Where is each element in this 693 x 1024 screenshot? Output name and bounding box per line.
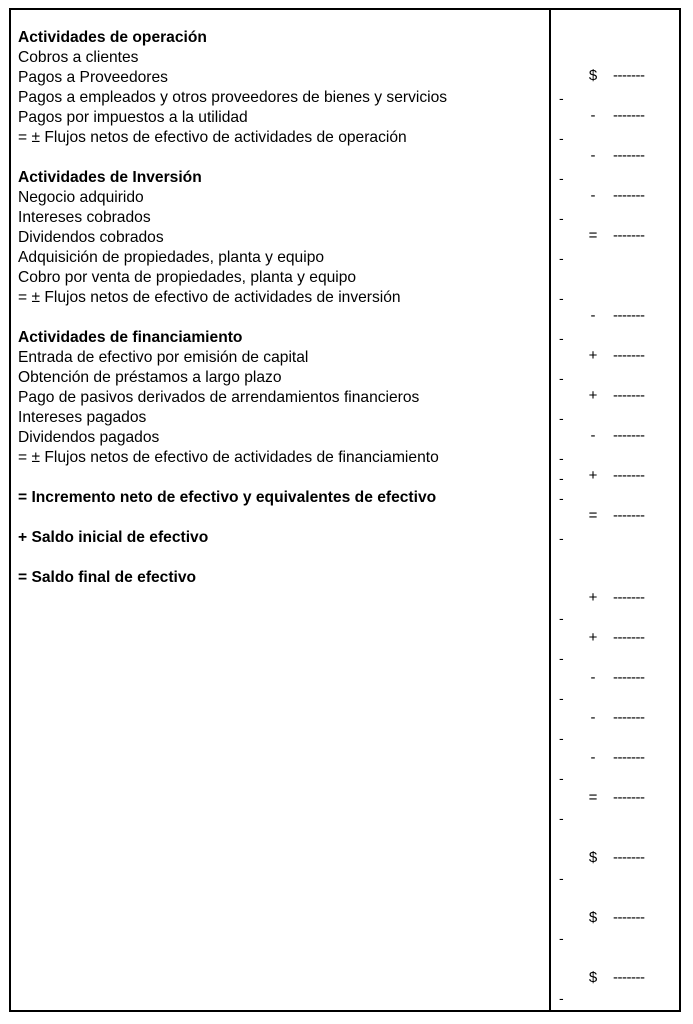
amount-placeholder: -------: [613, 849, 645, 866]
section-heading: + Saldo inicial de efectivo: [18, 529, 209, 546]
statement-line: = ± Flujos netos de efectivo de actividades de operación: [18, 129, 407, 146]
section-heading: = Saldo final de efectivo: [18, 569, 197, 586]
tick-mark: -: [559, 870, 564, 886]
statement-line: Cobros a clientes: [18, 49, 139, 66]
amount-symbol: -: [590, 107, 596, 124]
tick-mark: -: [559, 370, 564, 386]
tick-mark: -: [559, 530, 564, 546]
section-heading: Actividades de operación: [18, 29, 207, 46]
statement-line: = ± Flujos netos de efectivo de actividades de financiamiento: [18, 449, 439, 466]
amount-symbol: -: [590, 709, 596, 726]
tick-mark: -: [559, 610, 564, 626]
tick-mark: -: [559, 290, 564, 306]
amount-placeholder: -------: [613, 749, 645, 766]
amount-symbol: -: [590, 307, 596, 324]
amount-symbol: +: [588, 347, 598, 364]
tick-mark: -: [559, 470, 564, 486]
statement-line: = ± Flujos netos de efectivo de actividades de inversión: [18, 289, 401, 306]
amount-placeholder: -------: [613, 669, 645, 686]
statement-line: Pagos a Proveedores: [18, 69, 168, 86]
statement-line: Intereses pagados: [18, 409, 147, 426]
spacer: [18, 308, 546, 328]
statement-line: Pago de pasivos derivados de arrendamientos financieros: [18, 389, 420, 406]
tick-mark: -: [559, 250, 564, 266]
tick-mark: -: [559, 90, 564, 106]
amount-symbol: -: [590, 187, 596, 204]
amount-symbol: -: [590, 147, 596, 164]
amount-placeholder: -------: [613, 307, 645, 324]
statement-line: Adquisición de propiedades, planta y equipo: [18, 249, 325, 266]
amount-symbol: +: [588, 629, 598, 646]
amount-symbol: +: [588, 467, 598, 484]
statement-line: Cobro por venta de propiedades, planta y equipo: [18, 269, 357, 286]
tick-mark: -: [559, 810, 564, 826]
amount-symbol: $: [588, 67, 598, 84]
statement-line: Pagos a empleados y otros proveedores de bienes y servicios: [18, 89, 448, 106]
tick-mark: -: [559, 690, 564, 706]
amounts-column: [551, 0, 679, 1010]
amount-symbol: =: [588, 227, 598, 244]
amount-symbol: +: [588, 589, 598, 606]
statement-line: Intereses cobrados: [18, 209, 151, 226]
amount-symbol: -: [590, 749, 596, 766]
statement-line: Obtención de préstamos a largo plazo: [18, 369, 282, 386]
amount-placeholder: -------: [613, 147, 645, 164]
statement-line: Negocio adquirido: [18, 189, 144, 206]
amount-symbol: -: [590, 427, 596, 444]
statement-line: Dividendos pagados: [18, 429, 160, 446]
amount-placeholder: -------: [613, 709, 645, 726]
amount-symbol: $: [588, 849, 598, 866]
amount-placeholder: -------: [613, 909, 645, 926]
amount-placeholder: -------: [613, 227, 645, 244]
spacer: [18, 148, 546, 168]
amount-symbol: -: [590, 669, 596, 686]
spacer: [18, 548, 546, 568]
amount-placeholder: -------: [613, 789, 645, 806]
amount-symbol: =: [588, 507, 598, 524]
spacer: [18, 468, 546, 488]
statement-line: Entrada de efectivo por emisión de capital: [18, 349, 309, 366]
statement-line: Dividendos cobrados: [18, 229, 164, 246]
section-heading: Actividades de Inversión: [18, 169, 202, 186]
amount-placeholder: -------: [613, 589, 645, 606]
spacer: [18, 508, 546, 528]
tick-mark: -: [559, 990, 564, 1006]
tick-mark: -: [559, 730, 564, 746]
tick-mark: -: [559, 130, 564, 146]
amount-placeholder: -------: [613, 387, 645, 404]
amount-symbol: $: [588, 969, 598, 986]
tick-mark: -: [559, 210, 564, 226]
tick-mark: -: [559, 410, 564, 426]
amount-placeholder: -------: [613, 347, 645, 364]
amount-symbol: =: [588, 789, 598, 806]
amount-placeholder: -------: [613, 507, 645, 524]
section-heading: Actividades de financiamiento: [18, 329, 243, 346]
tick-mark: -: [559, 170, 564, 186]
amount-symbol: +: [588, 387, 598, 404]
amount-placeholder: -------: [613, 969, 645, 986]
tick-mark: -: [559, 770, 564, 786]
tick-mark: -: [559, 650, 564, 666]
tick-mark: -: [559, 330, 564, 346]
tick-mark: -: [559, 930, 564, 946]
amount-placeholder: -------: [613, 67, 645, 84]
statement-line: Pagos por impuestos a la utilidad: [18, 109, 248, 126]
amount-symbol: $: [588, 909, 598, 926]
amount-placeholder: -------: [613, 427, 645, 444]
amount-placeholder: -------: [613, 629, 645, 646]
amount-placeholder: -------: [613, 187, 645, 204]
section-heading: = Incremento neto de efectivo y equivalentes de efectivo: [18, 489, 437, 506]
tick-mark: -: [559, 450, 564, 466]
cash-flow-labels: [18, 28, 546, 588]
amount-placeholder: -------: [613, 467, 645, 484]
amount-placeholder: -------: [613, 107, 645, 124]
tick-mark: -: [559, 490, 564, 506]
